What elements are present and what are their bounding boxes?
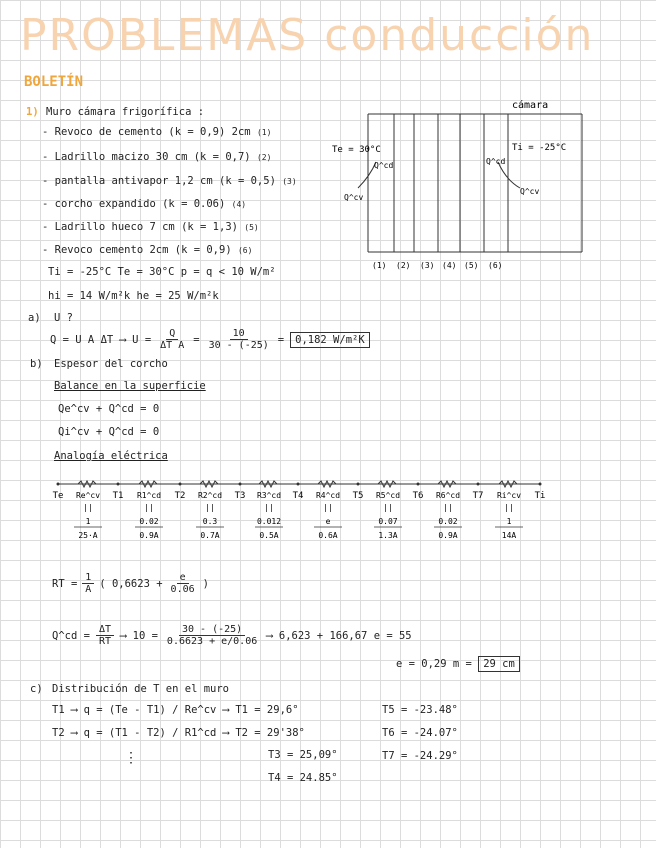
fraction: $\frac{\Delta T}{RT}$ — [96, 624, 114, 647]
q-cd-left: Q^cd — [374, 161, 394, 170]
resistor-denominator: 1.3A — [378, 531, 398, 540]
balance-equation: Qe^cv + Q^cd = 0 — [58, 403, 160, 415]
resistor-equals: || — [383, 503, 393, 512]
fraction: $\frac{30 - (-25)}{0.6623 + e/0.06}$ — [166, 624, 258, 647]
thickness-boxed: 29 cm — [478, 656, 520, 672]
part-b-question: Espesor del corcho — [54, 358, 168, 370]
temp-value: T4 = 24.85° — [268, 772, 338, 784]
resistor-label: R5^cd — [375, 491, 401, 500]
circuit-node-label: T7 — [472, 491, 484, 501]
resistor-label: R4^cd — [315, 491, 341, 500]
resistor-equals: || — [323, 503, 333, 512]
temp-value: T3 = 25,09° — [268, 749, 338, 761]
balance-title: Balance en la superficie — [54, 380, 206, 392]
temp-value: T5 = -23.48° — [382, 704, 458, 716]
resistor-denominator: 0.6A — [318, 531, 338, 540]
part-a-result: 0,182 W/m²K — [290, 332, 370, 348]
circuit-node — [117, 483, 120, 486]
problem-intro: Muro cámara frigorífica : — [46, 106, 205, 118]
resistor-label: R3^cd — [256, 491, 282, 500]
circuit-node-label: T3 — [234, 491, 246, 501]
layer-item: - pantalla antivapor 1,2 cm (k = 0,5) (3) — [42, 175, 297, 187]
resistor-equals: || — [264, 503, 274, 512]
resistor-equals: || — [144, 503, 154, 512]
q-cd-right: Q^cd — [486, 157, 506, 166]
part-a-equation: Q = U A ΔT ⟶ U = $\frac{Q}{\text{ΔT A}}$ = $\frac{10}{30 - (-25)}$ = 0,182 W/m²K — [50, 328, 370, 351]
part-a-question: U ? — [54, 312, 73, 324]
conditions-coefficients: hi = 14 W/m²k he = 25 W/m²k — [48, 290, 219, 302]
layer-item: - Revoco de cemento (k = 0,9) 2cm (1) — [42, 126, 272, 138]
layer-tag: (5) — [464, 261, 479, 270]
part-b-label: b) — [30, 358, 43, 370]
circuit-node — [239, 483, 242, 486]
q-cv-left: Q^cv — [344, 193, 364, 202]
circuit-node-label: Te — [52, 491, 64, 501]
circuit-node — [297, 483, 300, 486]
fraction: $\frac{Q}{\text{ΔT A}}$ — [160, 328, 185, 351]
circuit-node-label: T1 — [112, 491, 124, 501]
temp-value: T7 = -24.29° — [382, 750, 458, 762]
layer-tag: (6) — [488, 261, 503, 270]
resistance-circuit — [40, 476, 640, 552]
conditions-temperatures: Ti = -25°C Te = 30°C p = q < 10 W/m² — [48, 266, 276, 278]
layer-tag: (3) — [420, 261, 435, 270]
circuit-node-label: T4 — [292, 491, 304, 501]
temp-step: T1 ⟶ q = (Te - T1) / Re^cv ⟶ T1 = 29,6° — [52, 704, 299, 716]
resistor-numerator: 1 — [506, 517, 512, 526]
resistor-label: Ri^cv — [496, 491, 522, 500]
temp-step: T2 ⟶ q = (T1 - T2) / R1^cd ⟶ T2 = 29'38° — [52, 727, 305, 739]
layer-item: - corcho expandido (k = 0.06) (4) — [42, 198, 247, 210]
thickness-result: e = 0,29 m = 29 cm — [396, 658, 520, 670]
circuit-node-label: T6 — [412, 491, 424, 501]
q-equation: Q^cd = $\frac{\Delta T}{RT}$ ⟶ 10 = $\frac{30 - (-25)}{0.6623 + e/0.06}$ ⟶ 6,623 + 166,67 e = 55 — [52, 624, 412, 647]
circuit-node — [539, 483, 542, 486]
q-cv-right: Q^cv — [520, 187, 540, 196]
temp-value: T6 = -24.07° — [382, 727, 458, 739]
resistor-numerator: 0.3 — [202, 517, 218, 526]
resistor-denominator: 25·A — [78, 531, 98, 540]
camara-label: cámara — [512, 100, 549, 111]
resistor-denominator: 14A — [501, 531, 517, 540]
circuit-node — [357, 483, 360, 486]
layer-tag: (1) — [372, 261, 387, 270]
resistor-equals: || — [443, 503, 453, 512]
wall-diagram — [330, 96, 630, 276]
ellipsis: ⋮ — [124, 750, 138, 766]
circuit-node — [477, 483, 480, 486]
resistor-equals: || — [504, 503, 514, 512]
part-c-question: Distribución de T en el muro — [52, 683, 230, 695]
circuit-node — [179, 483, 182, 486]
layer-item: - Ladrillo hueco 7 cm (k = 1,3) (5) — [42, 221, 259, 233]
resistor-label: R6^cd — [435, 491, 461, 500]
circuit-node-label: T2 — [174, 491, 186, 501]
resistor-numerator: 0.02 — [438, 517, 458, 526]
resistor-numerator: 0.012 — [256, 517, 282, 526]
resistor-denominator: 0.9A — [438, 531, 458, 540]
problem-number: 1) — [26, 106, 39, 118]
balance-equation: Qi^cv + Q^cd = 0 — [58, 426, 160, 438]
rt-equation: RT = $\frac{1}{A}$ ( 0,6623 + $\frac{e}{0.06}$ ) — [52, 572, 209, 595]
layer-tag: (2) — [396, 261, 411, 270]
part-c-label: c) — [30, 683, 43, 695]
ti-label: Ti = -25°C — [512, 143, 567, 153]
fraction: $\frac{10}{30 - (-25)}$ — [208, 328, 269, 351]
fraction: $\frac{e}{0.06}$ — [170, 572, 195, 595]
layer-item: - Ladrillo macizo 30 cm (k = 0,7) (2) — [42, 151, 272, 163]
resistor-numerator: e — [325, 517, 331, 526]
resistor-label: R1^cd — [136, 491, 162, 500]
resistor-denominator: 0.7A — [200, 531, 220, 540]
fraction: $\frac{1}{A}$ — [82, 572, 94, 595]
te-label: Te = 30°C — [332, 145, 381, 155]
resistor-label: R2^cd — [197, 491, 223, 500]
circuit-node-label: Ti — [534, 491, 546, 501]
circuit-node — [417, 483, 420, 486]
subtitle: BOLETÍN — [24, 74, 84, 90]
circuit-node-label: T5 — [352, 491, 364, 501]
resistor-numerator: 0.07 — [378, 517, 398, 526]
resistor-denominator: 0.5A — [259, 531, 279, 540]
resistor-equals: || — [205, 503, 215, 512]
circuit-node — [57, 483, 60, 486]
resistor-numerator: 1 — [85, 517, 91, 526]
resistor-numerator: 0.02 — [139, 517, 159, 526]
resistor-label: Re^cv — [75, 491, 101, 500]
layer-tag: (4) — [442, 261, 457, 270]
resistor-denominator: 0.9A — [139, 531, 159, 540]
part-a-label: a) — [28, 312, 41, 324]
layer-item: - Revoco cemento 2cm (k = 0,9) (6) — [42, 244, 253, 256]
page-title: PROBLEMAS conducción — [20, 10, 595, 61]
analogy-title: Analogía eléctrica — [54, 450, 168, 462]
resistor-equals: || — [83, 503, 93, 512]
